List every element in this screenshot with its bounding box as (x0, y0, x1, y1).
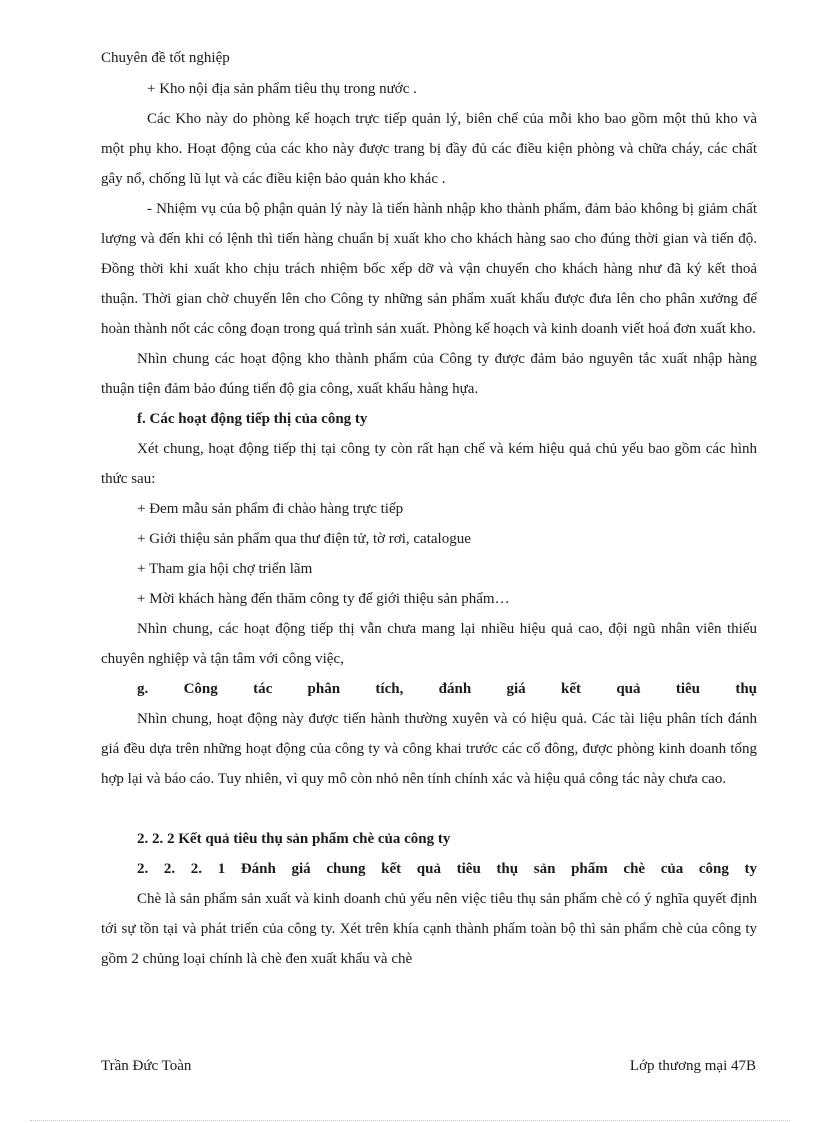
section-heading: f. Các hoạt động tiếp thị của công ty (137, 411, 368, 427)
section-heading: 2. 2. 2. 1 Đánh giá chung kết quả tiêu thụ sản phẩm chè của công ty (137, 861, 757, 877)
footer-author: Trần Đức Toàn (101, 1058, 192, 1074)
paragraph: Nhìn chung các hoạt động kho thành phẩm của Công ty được đảm bảo nguyên tắc xuất nhập hàng thuận tiện đảm bảo đúng tiến độ gia công, xuất khẩu hàng hựa. (101, 351, 757, 397)
footer-class: Lớp thương mại 47B (629, 1058, 756, 1074)
paragraph: Chè là sản phẩm sản xuất và kinh doanh chủ yếu nên việc tiêu thụ sản phẩm chè có ý nghĩa quyết định tới sự tồn tại và phát triển của công ty. Xét trên khía cạnh thành phẩm toàn bộ thì sản phẩm chè của công ty gồm 2 chủng loại chính là chè đen xuất khẩu và chè (101, 891, 757, 967)
page-header: Chuyên đề tốt nghiệp (101, 50, 230, 66)
paragraph: Nhìn chung, hoạt động này được tiến hành thường xuyên và có hiệu quả. Các tài liệu phân tích đánh giá đều dựa trên những hoạt động của công ty và công khai trước các cổ đông, được phòng kinh doanh tổng hợp lại và báo cáo. Tuy nhiên, vì quy mô còn nhỏ nên tính chính xác và hiệu quả công tác này chưa cao. (101, 711, 757, 787)
page-bottom-divider (30, 1120, 790, 1121)
list-item: + Đem mẫu sản phẩm đi chào hàng trực tiếp (137, 501, 404, 517)
paragraph: - Nhiệm vụ của bộ phận quản lý này là tiến hành nhập kho thành phẩm, đảm bảo không bị giảm chất lượng và đến khi có lệnh thì tiến hàng chuẩn bị xuất kho cho khách hàng sao cho đúng thời gian và tiến độ. Đồng thời khi xuất kho chịu trách nhiệm bốc xếp dỡ và vận chuyển cho khách hàng như đã ký kết thoả thuận. Thời gian chờ chuyển lên cho Công ty những sản phẩm xuất khẩu được đưa lên cho phân xưởng để hoàn thành nốt các công đoạn trong quá trình sản xuất. Phòng kế hoạch và kinh doanh viết hoá đơn xuất kho. (101, 201, 757, 337)
list-item: + Tham gia hội chợ triển lãm (137, 561, 313, 577)
paragraph: Các Kho này do phòng kế hoạch trực tiếp quản lý, biên chế của mỗi kho bao gồm một thủ kho và một phụ kho. Hoạt động của các kho này được trang bị đầy đủ các điều kiện phòng và chữa cháy, các chất gây nổ, chống lũ lụt và các điều kiện bảo quản kho khác . (101, 111, 757, 187)
list-item: + Mời khách hàng đến thăm công ty để giới thiệu sản phẩm… (137, 591, 510, 607)
spacer (101, 794, 757, 824)
paragraph: Xét chung, hoạt động tiếp thị tại công ty còn rất hạn chế và kém hiệu quả chủ yếu bao gồm các hình thức sau: (101, 441, 757, 487)
body-text (101, 74, 757, 974)
list-item: + Giới thiệu sản phẩm qua thư điện tử, tờ rơi, catalogue (137, 531, 471, 547)
page-footer (101, 1056, 756, 1076)
section-heading: g. Công tác phân tích, đánh giá kết quả tiêu thụ (137, 681, 757, 697)
section-heading: 2. 2. 2 Kết quả tiêu thụ sản phẩm chè của công ty (137, 831, 451, 847)
paragraph: + Kho nội địa sản phẩm tiêu thụ trong nước . (147, 81, 417, 97)
paragraph: Nhìn chung, các hoạt động tiếp thị vẫn chưa mang lại nhiều hiệu quả cao, đội ngũ nhân viên thiếu chuyên nghiệp và tận tâm với công việc, (101, 621, 757, 667)
